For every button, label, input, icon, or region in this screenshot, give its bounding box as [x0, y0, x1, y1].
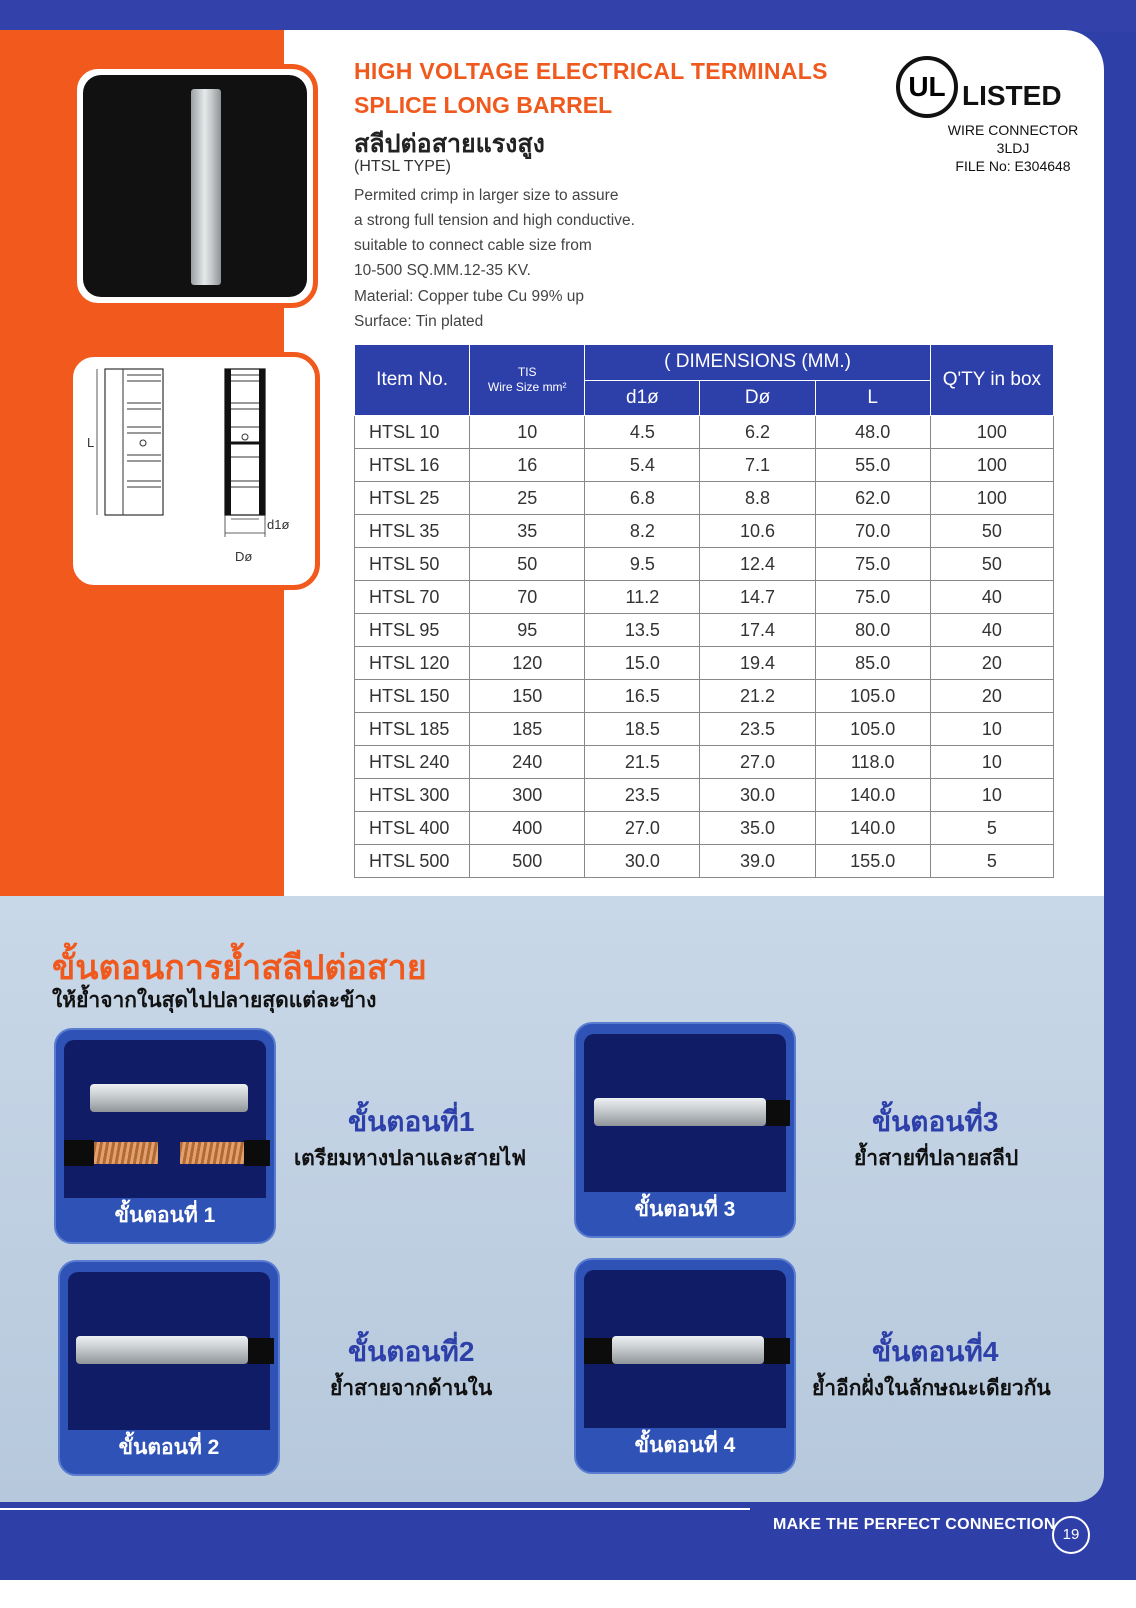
- table-row: [355, 680, 1054, 713]
- step-4-heading: ขั้นตอนที่4: [872, 1336, 999, 1367]
- cell-d1: 5.4: [585, 449, 700, 482]
- table-row: [355, 746, 1054, 779]
- cable-image: [244, 1140, 270, 1166]
- cell-d: 21.2: [700, 680, 815, 713]
- step-2-heading: ขั้นตอนที่2: [348, 1336, 475, 1367]
- title-thai: สลีปต่อสายแรงสูง: [354, 130, 545, 158]
- cell-item: HTSL 10: [355, 416, 470, 449]
- cell-d1: 15.0: [585, 647, 700, 680]
- cell-wire: 25: [470, 482, 585, 515]
- cell-qty: 10: [930, 746, 1053, 779]
- cell-d: 14.7: [700, 581, 815, 614]
- cell-qty: 10: [930, 713, 1053, 746]
- copper-wire-image: [180, 1142, 244, 1164]
- cell-l: 75.0: [815, 548, 930, 581]
- cell-d1: 21.5: [585, 746, 700, 779]
- cell-d1: 13.5: [585, 614, 700, 647]
- step-4-desc: ย้ำอีกฝั่งในลักษณะเดียวกัน: [812, 1377, 1051, 1400]
- material-line: [354, 288, 584, 306]
- cell-d1: 23.5: [585, 779, 700, 812]
- sleeve-image: [594, 1098, 766, 1126]
- table-row: [355, 482, 1054, 515]
- cell-l: 55.0: [815, 449, 930, 482]
- cell-qty: 50: [930, 548, 1053, 581]
- ul-file-number: FILE No: E304648: [955, 158, 1071, 174]
- cell-l: 48.0: [815, 416, 930, 449]
- cell-d: 7.1: [700, 449, 815, 482]
- surface-value: Tin plated: [411, 313, 484, 330]
- ul-code: 3LDJ: [996, 140, 1030, 156]
- product-description: [354, 183, 635, 283]
- cell-item: HTSL 50: [355, 548, 470, 581]
- cell-wire: 500: [470, 845, 585, 878]
- cell-qty: 20: [930, 680, 1053, 713]
- surface-line: [354, 313, 483, 331]
- material-label: Material:: [354, 288, 414, 305]
- cable-image: [764, 1338, 790, 1364]
- step-1-heading: ขั้นตอนที่1: [348, 1106, 475, 1137]
- cell-item: HTSL 25: [355, 482, 470, 515]
- cell-wire: 400: [470, 812, 585, 845]
- cell-d: 27.0: [700, 746, 815, 779]
- step-3-photo: [584, 1034, 786, 1192]
- table-row: [355, 449, 1054, 482]
- splice-barrel-image: [191, 89, 221, 285]
- cell-d: 39.0: [700, 845, 815, 878]
- cell-wire: 50: [470, 548, 585, 581]
- cell-wire: 70: [470, 581, 585, 614]
- cell-qty: 100: [930, 449, 1053, 482]
- cell-item: HTSL 35: [355, 515, 470, 548]
- header-dimensions: ( DIMENSIONS (MM.): [585, 345, 930, 381]
- cell-l: 105.0: [815, 680, 930, 713]
- dimension-drawing: [68, 352, 320, 590]
- step-2-card: [58, 1260, 280, 1476]
- top-strip: [0, 0, 1136, 32]
- cell-d1: 27.0: [585, 812, 700, 845]
- step-3-caption: ขั้นตอนที่ 3: [634, 1198, 736, 1221]
- table-row: [355, 779, 1054, 812]
- cell-l: 105.0: [815, 713, 930, 746]
- table-row: [355, 845, 1054, 878]
- cable-image: [248, 1338, 274, 1364]
- step-3-card: [574, 1022, 796, 1238]
- material-value: Copper tube Cu 99% up: [413, 288, 585, 305]
- step-2-desc: ย้ำสายจากด้านใน: [330, 1377, 493, 1400]
- cell-item: HTSL 16: [355, 449, 470, 482]
- cell-d: 19.4: [700, 647, 815, 680]
- product-type: (HTSL TYPE): [354, 158, 451, 175]
- cell-d1: 4.5: [585, 416, 700, 449]
- cable-image: [766, 1100, 790, 1126]
- label-inner-diameter: d1ø: [267, 517, 290, 532]
- description-line: suitable to connect cable size from: [354, 237, 592, 254]
- description-line: 10-500 SQ.MM.12-35 KV.: [354, 262, 531, 279]
- step-1-card: [54, 1028, 276, 1244]
- cell-wire: 95: [470, 614, 585, 647]
- cell-item: HTSL 185: [355, 713, 470, 746]
- title-line-1: HIGH VOLTAGE ELECTRICAL TERMINALS: [354, 58, 828, 84]
- table-row: [355, 581, 1054, 614]
- cell-l: 155.0: [815, 845, 930, 878]
- spec-table-body: [355, 416, 1054, 878]
- cell-d: 12.4: [700, 548, 815, 581]
- cell-wire: 16: [470, 449, 585, 482]
- cell-d1: 30.0: [585, 845, 700, 878]
- product-photo-background: [83, 75, 307, 297]
- cell-item: HTSL 500: [355, 845, 470, 878]
- cell-wire: 300: [470, 779, 585, 812]
- header-qty: Q'TY in box: [930, 345, 1053, 416]
- description-line: a strong full tension and high conductive.: [354, 212, 635, 229]
- step-3-desc: ย้ำสายที่ปลายสลีป: [854, 1147, 1019, 1170]
- description-line: Permited crimp in larger size to assure: [354, 187, 619, 204]
- cable-image: [64, 1140, 94, 1166]
- surface-label: Surface:: [354, 313, 412, 330]
- header-wire-size: [470, 345, 585, 416]
- cell-qty: 100: [930, 416, 1053, 449]
- step-2-photo: [68, 1272, 270, 1430]
- cell-item: HTSL 240: [355, 746, 470, 779]
- cell-item: HTSL 70: [355, 581, 470, 614]
- table-row: [355, 647, 1054, 680]
- step-3-heading: ขั้นตอนที่3: [872, 1106, 999, 1137]
- cell-qty: 5: [930, 845, 1053, 878]
- spec-table: [354, 344, 1054, 878]
- cell-qty: 40: [930, 581, 1053, 614]
- header-wire-size-label: Wire Size mm²: [487, 380, 567, 394]
- header-d: Dø: [700, 380, 815, 416]
- title-line-2: SPLICE LONG BARREL: [354, 92, 613, 118]
- cell-qty: 40: [930, 614, 1053, 647]
- header-tis: TIS: [517, 365, 537, 379]
- cell-wire: 185: [470, 713, 585, 746]
- table-row: [355, 416, 1054, 449]
- header-d1: d1ø: [585, 380, 700, 416]
- step-1-photo: [64, 1040, 266, 1198]
- table-row: [355, 713, 1054, 746]
- header-item-no: Item No.: [355, 345, 470, 416]
- cell-l: 70.0: [815, 515, 930, 548]
- cell-wire: 240: [470, 746, 585, 779]
- ul-logo: UL: [896, 56, 958, 118]
- footer-divider: [0, 1508, 750, 1510]
- cell-d1: 8.2: [585, 515, 700, 548]
- cell-qty: 50: [930, 515, 1053, 548]
- cell-d1: 16.5: [585, 680, 700, 713]
- cell-l: 140.0: [815, 779, 930, 812]
- ul-wire-connector: WIRE CONNECTOR: [947, 122, 1079, 138]
- cell-item: HTSL 400: [355, 812, 470, 845]
- ul-listed-text: LISTED: [962, 80, 1062, 111]
- ul-listed-badge: [896, 56, 1096, 186]
- cell-d: 30.0: [700, 779, 815, 812]
- cell-d1: 11.2: [585, 581, 700, 614]
- cell-d1: 9.5: [585, 548, 700, 581]
- cell-d: 17.4: [700, 614, 815, 647]
- table-row: [355, 812, 1054, 845]
- label-length: L: [87, 435, 95, 450]
- cell-l: 75.0: [815, 581, 930, 614]
- table-row: [355, 548, 1054, 581]
- cell-qty: 5: [930, 812, 1053, 845]
- cable-image: [584, 1338, 614, 1364]
- cell-d: 23.5: [700, 713, 815, 746]
- cell-l: 118.0: [815, 746, 930, 779]
- cell-l: 80.0: [815, 614, 930, 647]
- cell-l: 62.0: [815, 482, 930, 515]
- step-1-caption: ขั้นตอนที่ 1: [114, 1204, 216, 1227]
- cell-item: HTSL 120: [355, 647, 470, 680]
- cell-wire: 120: [470, 647, 585, 680]
- step-1-desc: เตรียมหางปลาและสายไฟ: [294, 1147, 527, 1170]
- steps-subtitle: ให้ย้ำจากในสุดไปปลายสุดแต่ละข้าง: [52, 989, 377, 1012]
- table-row: [355, 515, 1054, 548]
- copper-wire-image: [94, 1142, 158, 1164]
- step-4-photo: [584, 1270, 786, 1428]
- cell-qty: 20: [930, 647, 1053, 680]
- sleeve-image: [90, 1084, 248, 1112]
- cell-d: 10.6: [700, 515, 815, 548]
- cell-wire: 10: [470, 416, 585, 449]
- cell-d1: 6.8: [585, 482, 700, 515]
- cell-item: HTSL 150: [355, 680, 470, 713]
- step-4-card: [574, 1258, 796, 1474]
- cell-d1: 18.5: [585, 713, 700, 746]
- cell-wire: 35: [470, 515, 585, 548]
- steps-title: ขั้นตอนการย้ำสลีปต่อสาย: [52, 949, 427, 987]
- sleeve-image: [76, 1336, 248, 1364]
- header-l: L: [815, 380, 930, 416]
- cell-l: 85.0: [815, 647, 930, 680]
- cell-item: HTSL 95: [355, 614, 470, 647]
- page-number: 19: [1052, 1516, 1090, 1554]
- cell-d: 35.0: [700, 812, 815, 845]
- cell-d: 6.2: [700, 416, 815, 449]
- product-photo: [72, 64, 318, 308]
- cell-item: HTSL 300: [355, 779, 470, 812]
- cell-wire: 150: [470, 680, 585, 713]
- table-row: [355, 614, 1054, 647]
- label-outer-diameter: Dø: [235, 549, 253, 564]
- cell-d: 8.8: [700, 482, 815, 515]
- step-4-caption: ขั้นตอนที่ 4: [634, 1434, 736, 1457]
- cell-qty: 100: [930, 482, 1053, 515]
- step-2-caption: ขั้นตอนที่ 2: [118, 1436, 220, 1459]
- cell-l: 140.0: [815, 812, 930, 845]
- cell-qty: 10: [930, 779, 1053, 812]
- sleeve-image: [612, 1336, 764, 1364]
- footer-slogan: MAKE THE PERFECT CONNECTION: [773, 1516, 1056, 1533]
- dimension-drawing-svg: [73, 357, 315, 585]
